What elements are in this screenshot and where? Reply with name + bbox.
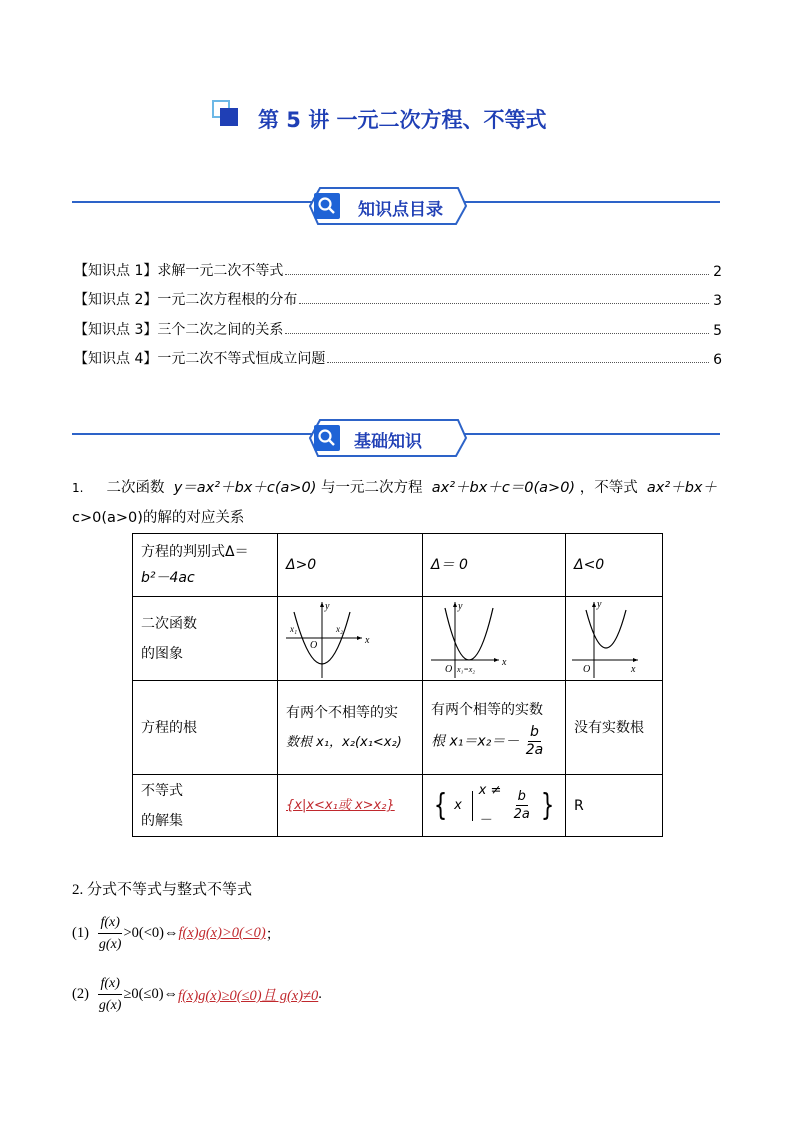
origin-label: O [310,639,318,651]
fraction [512,788,532,823]
item1-formula: ax²＋bx＋c＝0(a>0) [431,480,576,496]
axis-y-label: y [458,600,463,612]
toc-item-page: 3 [713,293,722,309]
table-cell [423,775,566,837]
cell-text: 的图象 [141,645,183,662]
double-root-label: x₁=x₂ [457,664,476,674]
cell-text [431,724,557,759]
item2-heading: 2. 分式不等式与整式不等式 [72,882,253,898]
toc-item-page: 5 [713,323,722,339]
cell-text: 有两个不相等的实 [286,704,398,721]
set-notation [431,776,557,836]
table-cell: Δ>0 [278,534,423,597]
origin-label: O [583,663,591,675]
toc-item-label: 【知识点 2】一元二次方程根的分布 [74,292,298,308]
cell-text: b²－4ac [141,570,195,586]
table-head-cell [133,775,278,837]
toc-item-label: 【知识点 3】三个二次之间的关系 [74,322,284,338]
cell-text: 二次函数 [141,615,197,632]
table-head-cell [133,597,278,681]
table-row [133,681,663,775]
cell-text: 根 x₁＝x₂＝－ [431,733,520,750]
item1-text: 二次函数 [106,480,165,496]
fraction-numerator: b [530,724,539,740]
root-x1-label: x₁ [290,623,298,634]
formula-label: (2) [72,986,89,1002]
fraction [97,912,124,955]
table-cell: Δ＝ 0 [423,534,566,597]
answer-text: {x|x<x₁或 x>x₂} [286,798,395,813]
set-variable: x [454,797,462,813]
toc-leader-dots [285,274,709,275]
formula-row-1 [72,912,280,955]
axis-y-label: y [325,600,330,612]
cell-text: 方程的判别式Δ＝ [141,544,249,560]
section-title-basics: 基础知识 [354,432,422,452]
fraction [524,724,546,759]
toc-leader-dots [285,333,709,334]
page-title: 第 5 讲 一元二次方程、不等式 [258,108,547,132]
toc-leader-dots [299,303,709,304]
title-square-icon [212,100,240,128]
item1-line1 [72,476,717,497]
section-divider-right [462,433,720,435]
root-x2-label: x₂ [336,623,344,634]
answer-text: f(x)g(x)>0(<0) [178,925,266,941]
fraction-numerator: b [517,789,526,804]
fraction-denominator: 2a [513,807,530,822]
cell-text: 有两个相等的实数 [431,702,543,718]
item1-text: 与一元二次方程 [321,480,423,496]
table-cell [278,775,423,837]
section-divider-left [72,201,318,203]
cell-text: 数根 x₁，x₂(x₁<x₂) [286,734,402,750]
formula-label: (1) [72,925,89,941]
axis-x-label: x [502,656,507,668]
search-icon [314,425,340,451]
table-cell [278,681,423,775]
table-cell: R [566,775,663,837]
item1-line2: c>0(a>0)的解的对应关系 [72,510,245,526]
parabola-two-roots-graph [278,598,422,680]
set-bar [472,791,473,821]
table-row [133,534,663,597]
table-head-cell: 方程的根 [133,681,278,775]
fraction [97,973,124,1016]
formula-relation: >0(<0)⇔ [123,925,179,941]
toc-item-2[interactable] [74,287,722,309]
fraction-numerator: f(x) [98,973,121,995]
axis-x-label: x [365,634,370,646]
item1-text: ，不等式 [579,480,638,496]
formula-end: . [318,986,322,1002]
comparison-table [132,533,663,837]
section-divider-left [72,433,318,435]
section-divider-right [462,201,720,203]
item1-formula: y＝ax²＋bx＋c(a>0) [173,480,317,496]
cell-text: 的解集 [141,812,183,829]
answer-text: f(x)g(x)≥0(≤0)且 g(x)≠0 [178,988,319,1004]
axis-y-label: y [597,598,602,610]
toc-item-4[interactable] [74,346,722,368]
formula-end: ； [265,927,281,943]
left-brace: { [433,787,448,823]
toc-item-label: 【知识点 4】一元二次不等式恒成立问题 [74,351,326,367]
toc-item-3[interactable] [74,317,722,339]
axis-x-label: x [631,663,636,675]
cell-text: 不等式 [141,782,183,799]
table-row [133,775,663,837]
table-cell: Δ<0 [566,534,663,597]
set-condition: x ≠ － [478,782,502,828]
fraction-denominator: g(x) [98,937,122,952]
fraction-denominator: 2a [525,742,544,758]
table-cell [423,681,566,775]
table-row [133,597,663,681]
table-head-cell [133,534,278,597]
fraction-denominator: g(x) [98,998,122,1013]
parabola-no-root-graph [566,598,662,680]
search-icon [314,193,340,219]
toc-item-1[interactable] [74,258,722,280]
origin-label: O [445,663,453,675]
right-brace: } [540,787,555,823]
graph-cell [278,597,423,681]
item1-number: 1. [72,481,84,495]
parabola-double-root-graph [423,598,565,680]
formula-relation: ≥0(≤0)⇔ [123,986,179,1002]
fraction-numerator: f(x) [98,912,121,934]
item1-formula: ax²＋bx＋ [646,480,717,496]
toc-item-label: 【知识点 1】求解一元二次不等式 [74,263,284,279]
toc-leader-dots [327,362,709,363]
section-title-toc: 知识点目录 [358,200,443,220]
table-cell: 没有实数根 [566,681,663,775]
graph-cell [566,597,663,681]
toc-item-page: 2 [713,264,722,280]
toc-item-page: 6 [713,352,722,368]
graph-cell [423,597,566,681]
formula-row-2 [72,973,322,1016]
